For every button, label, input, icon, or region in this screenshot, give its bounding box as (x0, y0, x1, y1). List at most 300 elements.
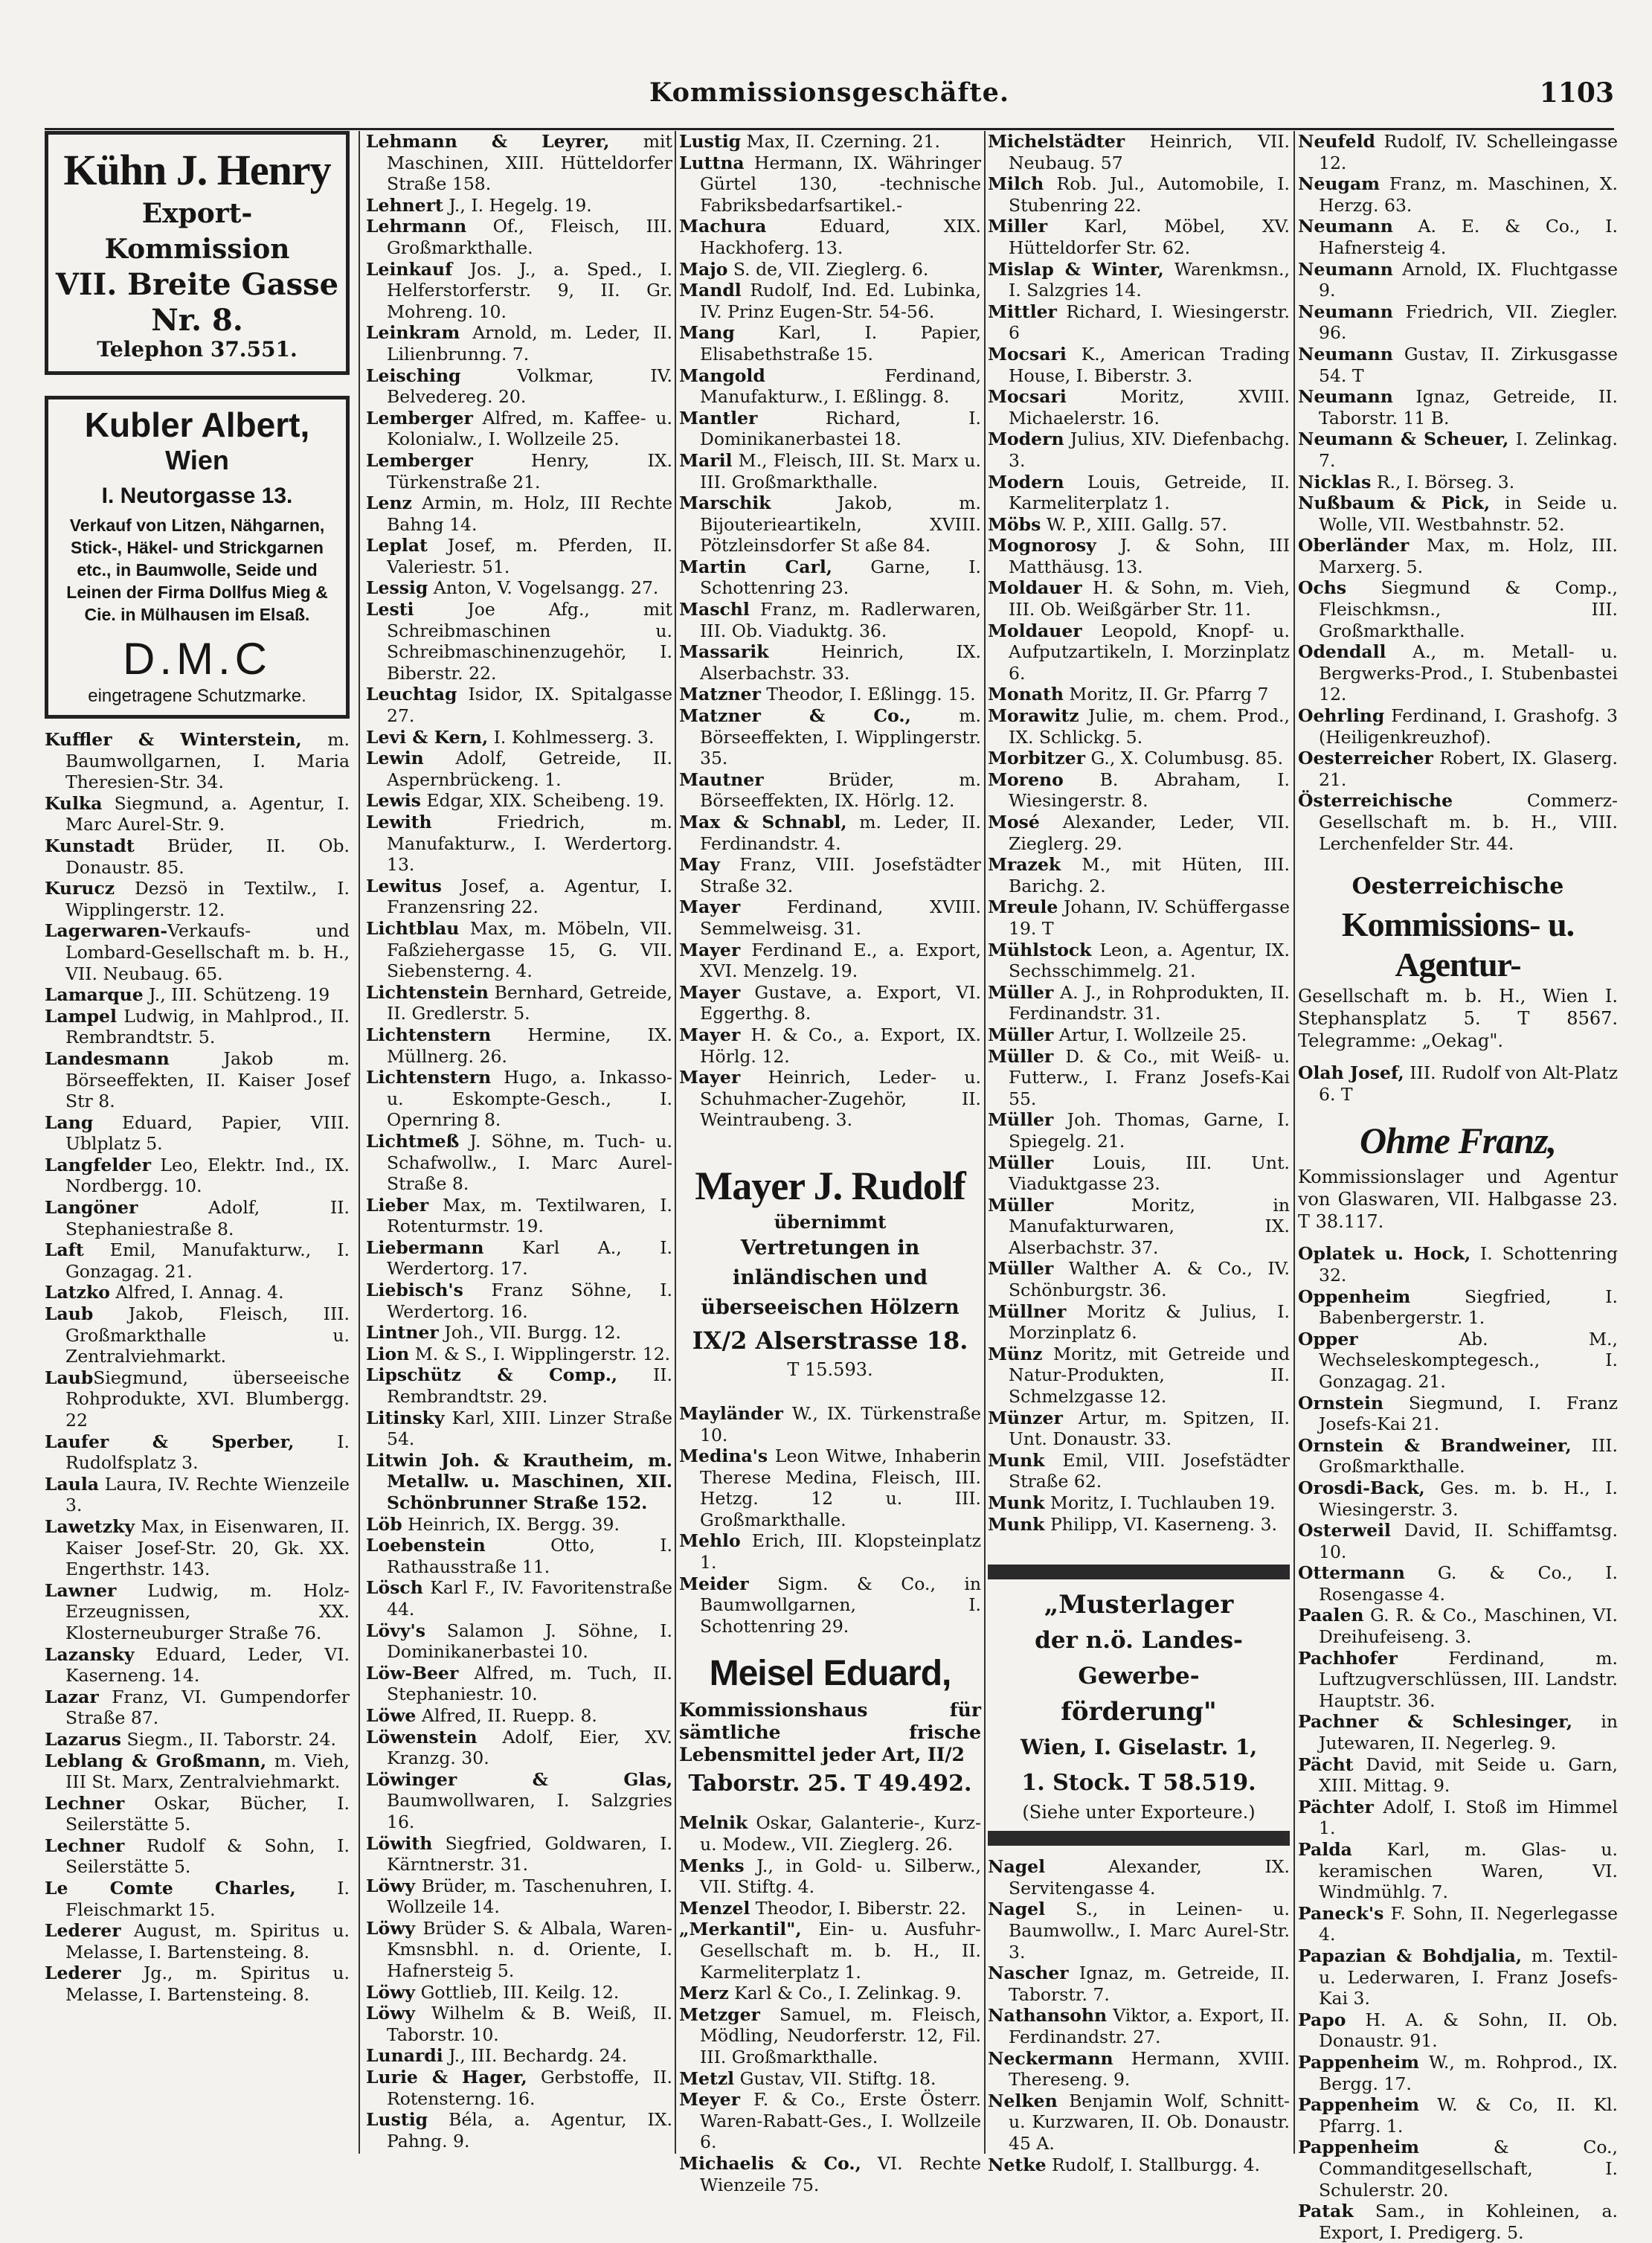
directory-entry (366, 535, 672, 577)
ad-mayer-line1: Vertretungen in inländischen und (732, 1236, 928, 1289)
entry-details: Verkaufs- und Lombard-Gesellschaft m. b. H., VII. Neubaug. 65. (65, 920, 350, 984)
directory-entry (366, 1875, 672, 1918)
directory-entry (45, 878, 350, 920)
entry-details: Joe Afg., mit Schreibmaschinen u. Schreibmaschinenzugehör, I. Biberstr. 22. (387, 599, 672, 684)
entry-name: Oppenheim (1298, 1286, 1411, 1307)
directory-entry (1298, 1648, 1618, 1712)
directory-entry (45, 1239, 350, 1282)
col2-entries (366, 131, 672, 2151)
entry-details: Oskar, Bücher, I. Seilerstätte 5. (65, 1792, 350, 1835)
directory-entry (45, 1835, 350, 1878)
entry-details: Moritz, I. Tuchlauben 19. (1044, 1492, 1276, 1513)
entry-details: Karl, XIII. Linzer Straße 54. (387, 1407, 672, 1450)
entry-details: Ferdinand, m. Luftzugverschlüssen, III. Landstr. Hauptstr. 36. (1319, 1647, 1618, 1711)
entry-name: Opper (1298, 1328, 1358, 1350)
col4-entries-bottom (988, 1856, 1290, 2175)
directory-entry (988, 982, 1290, 1024)
ad-kubler-text: Verkauf von Litzen, Nähgarnen, Stick-, Häkel- und Strickgarnen etc., in Baumwolle, Seide und Leinen der Firma Dollfus Mieg & Cie. in Mülhausen im Elsaß. (66, 516, 328, 624)
entry-name: Lehnert (366, 194, 443, 216)
column-3 (679, 131, 981, 2195)
directory-entry (1298, 2009, 1618, 2052)
directory-entry (366, 1663, 672, 1705)
directory-entry (679, 1573, 981, 1637)
entry-name: Ochs (1298, 577, 1347, 599)
directory-entry (988, 1963, 1290, 2005)
column-4 (988, 131, 1290, 2175)
entry-name: Oesterreicher (1298, 748, 1433, 769)
entry-name: Lesti (366, 599, 414, 620)
directory-entry (366, 1833, 672, 1875)
entry-details: Brüder S. & Albala, Waren-Kmsnsbhl. n. d. Oriente, I. Hafnersteig 5. (387, 1917, 672, 1982)
directory-entry (988, 896, 1290, 939)
directory-entry (988, 2154, 1290, 2176)
entry-details: Salamon J. Söhne, I. Dominikanerbastei 10. (387, 1620, 672, 1663)
entry-details: Arnold, m. Leder, II. Lilienbrunng. 7. (387, 322, 672, 365)
entry-details: III. Rudolf von Alt-Platz 6. T (1319, 1062, 1618, 1105)
ad-kuhn-name: Kühn J. Henry (63, 146, 331, 194)
directory-entry (679, 1445, 981, 1530)
directory-entry (679, 1530, 981, 1573)
entry-details: & Co., Commanditgesellschaft, I. Schulerstr. 20. (1319, 2137, 1618, 2201)
directory-entry (988, 216, 1290, 258)
directory-entry (988, 769, 1290, 812)
directory-entry (1298, 472, 1618, 493)
entry-details: Theodor, I. Eßlingg. 15. (760, 684, 976, 705)
entry-details: G., X. Columbusg. 85. (1084, 748, 1284, 769)
entry-name: Langfelder (45, 1154, 152, 1175)
entry-name: Meyer (679, 2089, 740, 2111)
entry-name: Odendall (1298, 641, 1386, 663)
entry-name: Mreule (988, 896, 1058, 918)
ad-mayer-phone: T 15.593. (787, 1358, 873, 1380)
page-number: 1103 (1539, 77, 1614, 109)
directory-entry (679, 2153, 981, 2195)
entry-name: Majo (679, 258, 728, 280)
ad-mayer-line2: überseeischen Hölzern (701, 1295, 960, 1319)
entry-details: Dezsö in Textilw., I. Wipplingerstr. 12. (65, 878, 350, 920)
directory-entry (988, 472, 1290, 514)
directory-entry (45, 920, 350, 984)
entry-details: m. Börseeffekten, I. Wipplingerstr. 35. (700, 705, 981, 769)
entry-name: Kunstadt (45, 835, 135, 856)
entry-details: VI. Rechte Wienzeile 75. (700, 2152, 981, 2195)
entry-details: Adolf, Getreide, II. Aspernbrückeng. 1. (387, 748, 672, 790)
entry-details: Samuel, m. Fleisch, Mödling, Neudorferstr. 12, Fil. III. Großmarkthalle. (700, 2003, 981, 2067)
column-divider (675, 131, 676, 2154)
entry-details: Rudolf, IV. Schelleingasse 12. (1319, 131, 1618, 173)
entry-details: Franz, VI. Gumpendorfer Straße 87. (65, 1686, 350, 1729)
entry-details: Ignaz, Getreide, II. Taborstr. 11 B. (1319, 386, 1618, 429)
entry-name: Neumann (1298, 343, 1393, 365)
entry-name: Neumann (1298, 301, 1393, 322)
entry-details: Béla, a. Agentur, IX. Pahng. 9. (387, 2109, 672, 2151)
entry-details: Karl, Möbel, XV. Hütteldorfer Str. 62. (1009, 216, 1290, 258)
directory-entry (988, 1408, 1290, 1450)
directory-entry (679, 684, 981, 705)
directory-entry (988, 748, 1290, 769)
directory-entry (988, 2005, 1290, 2047)
directory-entry (1298, 1839, 1618, 1903)
entry-details: Karl & Co., I. Zelinkag. 9. (728, 1983, 962, 2004)
entry-details: H. A. & Sohn, II. Ob. Donaustr. 91. (1319, 2009, 1618, 2052)
entry-details: Hugo, a. Inkasso- u. Eskompte-Gesch., I. Opernring 8. (387, 1067, 672, 1131)
directory-entry (1298, 641, 1618, 705)
entry-name: Mautner (679, 768, 764, 790)
directory-entry (45, 1006, 350, 1048)
directory-entry (988, 1258, 1290, 1300)
entry-name: Leblang & Großmann, (45, 1750, 267, 1771)
entry-name: Massarik (679, 641, 769, 663)
directory-entry (366, 1067, 672, 1131)
entry-name: Nelken (988, 2090, 1058, 2111)
entry-details: R., I. Börseg. 3. (1371, 471, 1515, 492)
entry-name: Möbs (988, 513, 1041, 535)
directory-entry (366, 1620, 672, 1663)
ad-kuhn-line1: Export-Kommission (104, 198, 290, 265)
entry-name: Lawetzky (45, 1515, 135, 1537)
directory-entry (45, 1920, 350, 1963)
entry-name: Lintner (366, 1322, 439, 1344)
entry-name: Mang (679, 322, 735, 344)
entry-details: Adolf, Eier, XV. Kranzg. 30. (387, 1726, 672, 1769)
directory-entry (1298, 386, 1618, 429)
directory-entry (45, 1048, 350, 1112)
entry-details: Emil, VIII. Josefstädter Straße 62. (1009, 1449, 1290, 1492)
entry-name: Lawner (45, 1579, 117, 1601)
entry-name: Lichtblau (366, 917, 460, 939)
entry-name: Lang (45, 1111, 94, 1133)
entry-details: Robert, IX. Glaserg. 21. (1319, 748, 1618, 790)
entry-details: Of., Fleisch, III. Großmarkthalle. (387, 216, 672, 258)
directory-entry (45, 1197, 350, 1239)
entry-details: Josef, m. Pferden, II. Valeriestr. 51. (387, 535, 672, 577)
entry-details: Eduard, Papier, VIII. Ublplatz 5. (65, 1111, 350, 1155)
entry-details: Artur, I. Wollzeile 25. (1053, 1024, 1247, 1045)
entry-name: Marschik (679, 492, 771, 514)
entry-details: Arnold, IX. Fluchtgasse 9. (1319, 258, 1618, 301)
entry-details: Karl F., IV. Favoritenstraße 44. (387, 1577, 672, 1620)
entry-details: Ludwig, m. Holz-Erzeugnissen, XX. Klosterneuburger Straße 76. (65, 1579, 350, 1643)
entry-name: Lustig (679, 131, 742, 152)
entry-details: m. Baumwollgarnen, I. Maria Theresien-Str. 34. (65, 729, 350, 793)
entry-name: Müllner (988, 1300, 1067, 1322)
entry-name: Oehrling (1298, 705, 1385, 727)
directory-entry (988, 1024, 1290, 1046)
entry-name: Müller (988, 1152, 1054, 1173)
directory-entry (988, 1152, 1290, 1195)
entry-name: Loebenstein (366, 1535, 486, 1556)
entry-name: Landesmann (45, 1047, 170, 1069)
ad-meisel-text: Kommissionshaus für sämtliche frische Lebensmittel jeder Art, II/2 (679, 1699, 981, 1766)
entry-details: in Seide u. Wolle, VII. Westbahnstr. 52. (1319, 492, 1619, 535)
directory-entry (988, 301, 1290, 344)
entry-details: G. R. & Co., Maschinen, VI. Dreihufeiseng. 3. (1319, 1605, 1618, 1648)
entry-name: Neumann (1298, 258, 1393, 280)
entry-name: Paneck's (1298, 1902, 1384, 1924)
entry-name: Pappenheim (1298, 2051, 1419, 2073)
entry-name: Mittler (988, 301, 1057, 322)
entry-details: Franz, m. Maschinen, X. Herzg. 63. (1319, 173, 1618, 216)
entry-details: Armin, m. Holz, III Rechte Bahng 14. (387, 492, 672, 535)
entry-name: Lemberger (366, 407, 473, 429)
entry-details: Ges. m. b. H., I. Wiesingerstr. 3. (1319, 1477, 1618, 1520)
entry-name: Metzl (679, 2067, 735, 2089)
col5-entries-top (1298, 131, 1618, 854)
directory-entry (366, 1450, 672, 1514)
entry-name: Leinkram (366, 322, 460, 344)
directory-entry (988, 131, 1290, 173)
entry-details: Siegmund, I. Franz Josefs-Kai 21. (1319, 1392, 1618, 1435)
entry-name: Nascher (988, 1963, 1069, 1984)
entry-name: May (679, 854, 720, 876)
entry-details: Rudolf & Sohn, I. Seilerstätte 5. (65, 1835, 350, 1878)
directory-entry (45, 793, 350, 835)
directory-entry (366, 216, 672, 258)
directory-entry (366, 1131, 672, 1195)
entry-details: Alexander, IX. Servitengasse 4. (1009, 1856, 1290, 1899)
entry-name: Mayländer (679, 1402, 783, 1424)
directory-entry (988, 429, 1290, 471)
directory-entry (45, 1751, 350, 1793)
entry-details: J., in Gold- u. Silberw., VII. Stiftg. 4. (700, 1855, 981, 1898)
entry-name: Lewith (366, 812, 432, 832)
ad-kubler-mark-note: eingetragene Schutzmarke. (88, 686, 306, 706)
entry-details: Karl, m. Glas- u. keramischen Waren, VI. Windmühlg. 7. (1319, 1839, 1618, 1903)
directory-entry (679, 599, 981, 641)
directory-entry (1298, 1945, 1618, 2009)
entry-name: Lewitus (366, 875, 442, 896)
directory-entry (366, 1577, 672, 1620)
entry-name: Moreno (988, 768, 1064, 790)
entry-details: Benjamin Wolf, Schnitt- u. Kurzwaren, II. Ob. Donaustr. 45 A. (1009, 2090, 1290, 2154)
entry-name: Kulka (45, 792, 103, 814)
directory-entry (366, 1769, 672, 1833)
directory-entry (366, 259, 672, 323)
entry-name: Österreichische (1298, 790, 1453, 812)
column-divider (1293, 131, 1295, 2154)
entry-details: Ferdinand, Manufakturw., I. Eßlingg. 8. (700, 365, 981, 408)
directory-entry (679, 1067, 981, 1131)
entry-name: Matzner (679, 684, 761, 705)
entry-details: I. Kohlmesserg. 3. (488, 726, 655, 748)
directory-entry (679, 280, 981, 322)
entry-details: S., in Leinen- u. Baumwollw., I. Marc Aurel-Str. 3. (1009, 1899, 1290, 1963)
entry-details: Max, II. Czerning. 21. (741, 131, 940, 152)
entry-name: Mehlo (679, 1530, 741, 1552)
entry-name: Melnik (679, 1812, 748, 1834)
entry-details: Jakob, m. Bijouterieartikeln, XVIII. Pötzleinsdorfer St aße 84. (700, 492, 981, 556)
directory-entry (1298, 1062, 1618, 1105)
directory-entry (366, 1024, 672, 1067)
entry-name: Lichtenstein (366, 981, 489, 1003)
entry-name: Löwith (366, 1832, 433, 1854)
entry-name: Mocsari (988, 343, 1067, 365)
entry-name: Munk (988, 1492, 1045, 1513)
ad-mayer-name: Mayer J. Rudolf (695, 1163, 965, 1208)
header-rule (45, 128, 1614, 130)
entry-name: Pächt (1298, 1753, 1354, 1775)
entry-name: Oberländer (1298, 535, 1410, 556)
entry-details: Ferdinand, XVIII. Semmelweisg. 31. (700, 896, 981, 939)
entry-details: J. & Sohn, III Matthäusg. 13. (1009, 535, 1290, 577)
entry-name: Moldauer (988, 620, 1082, 641)
entry-details: M. & S., I. Wipplingerstr. 12. (409, 1343, 671, 1364)
entry-name: Mognorosy (988, 535, 1096, 556)
entry-name: Ornstein (1298, 1392, 1383, 1413)
entry-name: Müller (988, 1258, 1054, 1280)
entry-details: Eduard, XIX. Hackhoferg. 13. (700, 216, 981, 258)
entry-details: Siegfried, Goldwaren, I. Kärntnerstr. 31. (387, 1832, 672, 1875)
entry-name: Milch (988, 173, 1044, 195)
entry-name: Palda (1298, 1839, 1352, 1860)
entry-details: Johann, IV. Schüffergasse 19. T (1009, 896, 1290, 939)
entry-name: Miller (988, 216, 1048, 237)
directory-entry (679, 2089, 981, 2153)
entry-details: Gerbstoffe, II. Rotensterng. 16. (387, 2067, 672, 2109)
directory-entry (366, 1982, 672, 2003)
entry-details: Otto, I. Rathausstraße 11. (387, 1535, 672, 1577)
directory-entry (366, 918, 672, 982)
directory-entry (45, 1367, 350, 1431)
directory-entry (366, 748, 672, 790)
col3-entries-top (679, 131, 981, 1131)
entry-name: Mosé (988, 812, 1040, 832)
entry-name: Löb (366, 1513, 402, 1535)
entry-details: Moritz, II. Gr. Pfarrg 7 (1063, 684, 1269, 705)
entry-name: Liebisch's (366, 1280, 463, 1301)
ad-ohme-text: Kommissionslager und Agentur von Glaswaren, VII. Halbgasse 23. T 38.117. (1298, 1167, 1618, 1233)
entry-name: Lurie & Hager, (366, 2067, 527, 2088)
entry-name: Ottermann (1298, 1562, 1405, 1584)
entry-details: S. de, VII. Zieglerg. 6. (727, 258, 929, 280)
column-divider (984, 131, 986, 2154)
directory-entry (679, 153, 981, 216)
entry-details: Emil, Manufakturw., I. Gonzagag. 21. (65, 1239, 350, 1282)
directory-entry (1298, 1286, 1618, 1329)
entry-name: Michelstädter (988, 131, 1125, 152)
directory-entry (679, 1983, 981, 2004)
directory-entry (679, 1919, 981, 1983)
ad-band-bottom (988, 1831, 1290, 1846)
entry-name: Patak (1298, 2201, 1354, 2222)
directory-entry (988, 1046, 1290, 1110)
entry-name: Kuffler & Winterstein, (45, 729, 302, 750)
directory-entry (366, 1727, 672, 1769)
ad-oest-line3: Gesellschaft m. b. H., Wien I. Stephansplatz 5. T 8567. Telegramme: „Oekag". (1298, 986, 1618, 1052)
directory-entry (45, 1644, 350, 1687)
directory-entry (366, 1364, 672, 1407)
entry-name: Lunardi (366, 2045, 443, 2067)
directory-entry (679, 450, 981, 492)
directory-entry (1298, 748, 1618, 790)
directory-entry (366, 365, 672, 408)
ad-mayer (679, 1161, 981, 1381)
entry-details: Volkmar, IV. Belvedereg. 20. (387, 365, 672, 408)
directory-entry (366, 1322, 672, 1344)
entry-name: Laub (45, 1367, 94, 1388)
directory-entry (988, 386, 1290, 429)
entry-name: Kurucz (45, 878, 115, 899)
ad-musterlager-line2: der n.ö. Landes-Gewerbe- (1035, 1627, 1243, 1690)
directory-entry (45, 1687, 350, 1729)
entry-name: Münz (988, 1343, 1043, 1364)
entry-details: Henry, IX. Türkenstraße 21. (387, 449, 672, 492)
directory-entry (366, 982, 672, 1024)
directory-entry (1298, 2137, 1618, 2201)
ad-band-top (988, 1565, 1290, 1579)
entry-details: W., IX. Türkenstraße 10. (700, 1402, 981, 1445)
entry-details: F. Sohn, II. Negerlegasse 4. (1319, 1902, 1618, 1945)
entry-details: J. Söhne, m. Tuch- u. Schafwollw., I. Marc Aurel-Straße 8. (387, 1130, 672, 1195)
entry-name: Meider (679, 1573, 749, 1594)
entry-name: Modern (988, 429, 1064, 450)
directory-entry (366, 2045, 672, 2067)
directory-entry (679, 365, 981, 408)
entry-name: Maril (679, 449, 733, 471)
directory-entry (988, 705, 1290, 748)
entry-details: B. Abraham, I. Wiesingerstr. 8. (1009, 768, 1290, 812)
directory-entry (366, 195, 672, 216)
directory-entry (679, 492, 981, 556)
entry-name: Lechner (45, 1792, 125, 1814)
entry-name: Müller (988, 1024, 1054, 1045)
directory-entry (45, 1474, 350, 1516)
entry-name: Lagerwaren- (45, 920, 168, 942)
directory-entry (45, 1431, 350, 1474)
entry-details: Hermann, XVIII. Thereseng. 9. (1009, 2047, 1290, 2090)
entry-name: Maschl (679, 599, 750, 620)
entry-name: Mocsari (988, 386, 1067, 408)
entry-details: A., m. Metall- u. Bergwerks-Prod., I. Stubenbastei 12. (1319, 641, 1618, 705)
entry-details: Adolf, II. Stephaniestraße 8. (65, 1197, 350, 1239)
directory-entry (366, 684, 672, 726)
entry-details: Max, m. Holz, III. Marxerg. 5. (1319, 535, 1618, 577)
directory-entry (1298, 301, 1618, 344)
entry-details: Artur, m. Spitzen, II. Unt. Donaustr. 33. (1009, 1407, 1290, 1450)
entry-details: Franz Söhne, I. Werdertorg. 16. (387, 1280, 672, 1322)
entry-name: Neufeld (1298, 131, 1375, 152)
col5-entries-mid (1298, 1062, 1618, 1105)
entry-name: Lichtenstern (366, 1024, 492, 1045)
directory-entry (1298, 2052, 1618, 2094)
directory-entry (366, 1514, 672, 1536)
directory-entry (1298, 492, 1618, 535)
entry-details: III. Großmarkthalle. (1319, 1434, 1618, 1477)
entry-details: Heinrich, IX. Bergg. 39. (402, 1513, 620, 1535)
ad-meisel (679, 1649, 981, 1802)
entry-details: Franz, VIII. Josefstädter Straße 32. (700, 854, 981, 896)
entry-name: Merz (679, 1983, 729, 2004)
directory-entry (366, 577, 672, 599)
col3-entries-bottom (679, 1812, 981, 2195)
directory-entry (45, 729, 350, 793)
entry-name: Lewis (366, 790, 421, 812)
entry-name: Mandl (679, 280, 742, 301)
col3-entries-mid (679, 1403, 981, 1637)
entry-name: Nagel (988, 1856, 1046, 1878)
entry-details: August, m. Spiritus u. Melasse, I. Bartensteing. 8. (65, 1920, 350, 1963)
entry-details: Viktor, a. Export, II. Ferdinandstr. 27. (1009, 2005, 1290, 2047)
entry-details: Jos. J., a. Sped., I. Helferstorferstr. 9, II. Gr. Mohreng. 10. (387, 258, 672, 322)
directory-entry (988, 684, 1290, 705)
entry-details: Richard, I. Wiesingerstr. 6 (1009, 301, 1290, 344)
entry-name: Müller (988, 1109, 1054, 1131)
entry-name: Netke (988, 2154, 1047, 2175)
directory-entry (45, 1303, 350, 1367)
entry-details: Moritz, in Manufakturwaren, IX. Alserbachstr. 37. (1009, 1194, 1290, 1258)
directory-entry (45, 1878, 350, 1920)
directory-entry (679, 769, 981, 812)
